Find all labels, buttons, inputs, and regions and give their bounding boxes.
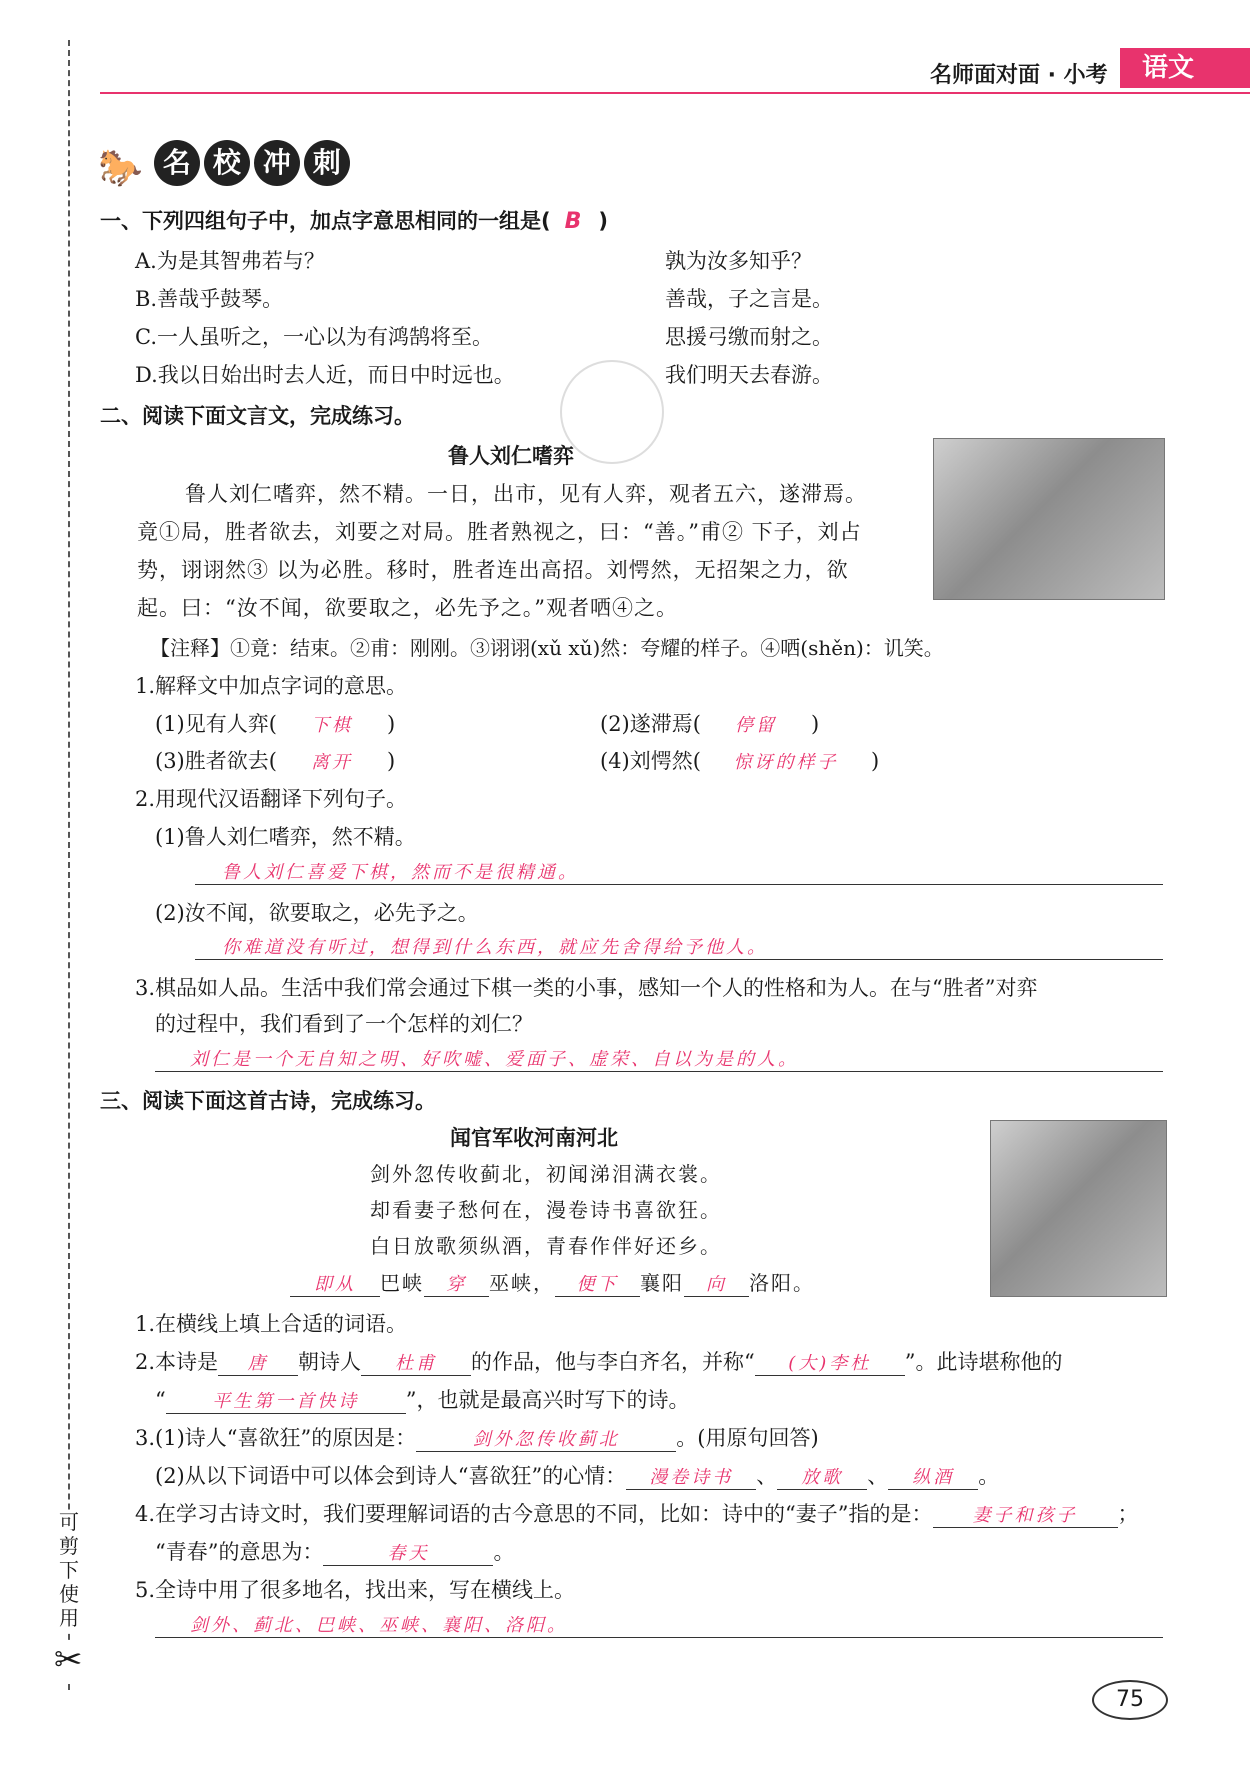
blank-answer: (大)李杜 bbox=[755, 1349, 905, 1376]
q1-option-c-right: 思援弓缴而射之。 bbox=[665, 325, 833, 349]
item-label: (4)刘愕然( bbox=[600, 749, 701, 773]
q1-option-d-right: 我们明天去春游。 bbox=[665, 363, 833, 387]
item-answer: 下棋 bbox=[310, 715, 353, 736]
blank-answer: 杜甫 bbox=[361, 1349, 471, 1376]
q1-title-text: 一、下列四组句子中，加点字意思相同的一组是( bbox=[100, 209, 551, 233]
header-rule bbox=[100, 92, 1250, 94]
q2-item-1 bbox=[155, 708, 395, 738]
text: 。 bbox=[978, 1464, 1000, 1488]
blank-answer: 春天 bbox=[323, 1539, 493, 1566]
q1-option-d-left: D.我以日始出时去人近，而日中时远也。 bbox=[135, 363, 515, 387]
q1-answer: B bbox=[564, 209, 585, 234]
text: (2)从以下词语中可以体会到诗人“喜欲狂”的心情： bbox=[155, 1464, 627, 1488]
subject-tab: 语文 bbox=[1120, 48, 1250, 88]
item-label: (3)胜者欲去( bbox=[155, 749, 277, 773]
blank-answer: 穿 bbox=[424, 1270, 489, 1297]
answer-line bbox=[155, 1637, 1163, 1638]
blank-answer: 放歌 bbox=[777, 1463, 867, 1490]
q1-option-c-left: C.一人虽听之，一心以为有鸿鹄将至。 bbox=[135, 325, 493, 349]
q3-p5: 5.全诗中用了很多地名，找出来，写在横线上。 bbox=[135, 1578, 576, 1602]
horse-icon: 🐎 bbox=[98, 147, 143, 189]
q2-s1: (1)鲁人刘仁嗜弈，然不精。 bbox=[155, 825, 416, 849]
blank-answer: 妻子和孩子 bbox=[933, 1501, 1118, 1528]
blank-answer: 即从 bbox=[290, 1270, 380, 1297]
text: 3.(1)诗人“喜欲狂”的原因是： bbox=[135, 1426, 417, 1450]
answer-line bbox=[155, 1071, 1163, 1072]
banner-char: 校 bbox=[204, 140, 250, 186]
text: 2.本诗是 bbox=[135, 1350, 219, 1374]
cut-line bbox=[68, 40, 70, 1690]
watermark-stamp bbox=[560, 360, 664, 464]
article-line-4: 起。曰：“汝不闻，欲要取之，必先予之。”观者哂④之。 bbox=[137, 596, 678, 620]
poem-text: 洛阳。 bbox=[749, 1271, 815, 1295]
poem-illustration bbox=[990, 1120, 1167, 1297]
q3-p3b bbox=[155, 1460, 999, 1490]
book-title: 名师面对面 · 小考 bbox=[930, 63, 1108, 88]
article-line-2: 竟①局，胜者欲去，刘要之对局。胜者熟视之，曰：“善。”甫② 下子，刘占 bbox=[137, 520, 862, 544]
item-close: ) bbox=[810, 712, 820, 736]
q2-sub3-line2: 的过程中，我们看到了一个怎样的刘仁？ bbox=[155, 1012, 533, 1036]
item-label: (2)遂滞焉( bbox=[600, 712, 701, 736]
item-close: ) bbox=[386, 749, 396, 773]
item-close: ) bbox=[870, 749, 880, 773]
q3-p4-line2 bbox=[155, 1536, 514, 1566]
q2-sub1: 1.解释文中加点字词的意思。 bbox=[135, 674, 408, 698]
q2-s2: (2)汝不闻，欲要取之，必先予之。 bbox=[155, 901, 479, 925]
q3-p3a bbox=[135, 1422, 819, 1452]
item-answer: 离开 bbox=[310, 752, 353, 773]
text: ”。此诗堪称他的 bbox=[904, 1350, 1063, 1374]
text: “ bbox=[155, 1388, 166, 1412]
chess-illustration bbox=[933, 438, 1165, 600]
blank-answer: 剑外忽传收蓟北 bbox=[416, 1425, 676, 1452]
q2-sub2: 2.用现代汉语翻译下列句子。 bbox=[135, 787, 408, 811]
banner-char: 冲 bbox=[254, 140, 300, 186]
poem-line-3: 白日放歌须纵酒，青春作伴好还乡。 bbox=[370, 1234, 722, 1258]
q3-title: 三、阅读下面这首古诗，完成练习。 bbox=[100, 1089, 436, 1113]
q1-option-a-right: 孰为汝多知乎？ bbox=[665, 249, 812, 273]
q1-option-b-left: B.善哉乎鼓琴。 bbox=[135, 287, 284, 311]
q1-close: ) bbox=[598, 209, 608, 233]
q3-p1: 1.在横线上填上合适的词语。 bbox=[135, 1312, 408, 1336]
article-line-3: 势，诩诩然③ 以为必胜。移时，胜者连出高招。刘愕然，无招架之力，欲 bbox=[137, 558, 849, 582]
item-close: ) bbox=[386, 712, 396, 736]
q3-p2-line2 bbox=[155, 1384, 690, 1414]
blank-answer: 向 bbox=[684, 1270, 749, 1297]
item-answer: 惊讶的样子 bbox=[733, 752, 839, 773]
poem-line-2: 却看妻子愁何在，漫卷诗书喜欲狂。 bbox=[370, 1198, 722, 1222]
answer-line bbox=[195, 884, 1163, 885]
poem-text: 襄阳 bbox=[640, 1271, 684, 1295]
text: 4.在学习古诗文时，我们要理解词语的古今意思的不同，比如：诗中的“妻子”指的是： bbox=[135, 1502, 933, 1526]
blank-answer: 漫卷诗书 bbox=[626, 1463, 756, 1490]
q2-item-2 bbox=[600, 708, 819, 738]
text: 朝诗人 bbox=[298, 1350, 362, 1374]
q3-p5-answer: 剑外、蓟北、巴峡、巫峡、襄阳、洛阳。 bbox=[190, 1615, 568, 1636]
q2-s1-answer: 鲁人刘仁喜爱下棋，然而不是很精通。 bbox=[222, 862, 579, 883]
q3-p4-line1 bbox=[135, 1498, 1139, 1528]
text: 、 bbox=[867, 1464, 889, 1488]
article-note: 【注释】①竟：结束。②甫：刚刚。③诩诩(xǔ xǔ)然：夸耀的样子。④哂(shěn)：讥笑。 bbox=[150, 636, 944, 660]
text: 、 bbox=[756, 1464, 778, 1488]
q3-p2-line1 bbox=[135, 1346, 1063, 1376]
poem-text: 巴峡 bbox=[380, 1271, 424, 1295]
blank-answer: 唐 bbox=[218, 1349, 298, 1376]
text: “青春”的意思为： bbox=[155, 1540, 324, 1564]
scissors-icon: ✂ bbox=[54, 1640, 83, 1680]
page-number: 75 bbox=[1092, 1680, 1168, 1720]
q2-sub3-line1: 3.棋品如人品。生活中我们常会通过下棋一类的小事，感知一个人的性格和为人。在与“胜者”对弈 bbox=[135, 976, 1038, 1000]
q2-item-4 bbox=[600, 745, 879, 775]
cut-hint: 可剪下使用 bbox=[56, 1510, 82, 1630]
blank-answer: 纵酒 bbox=[888, 1463, 978, 1490]
text: 的作品，他与李白齐名，并称“ bbox=[471, 1350, 755, 1374]
item-answer: 停留 bbox=[734, 715, 777, 736]
item-label: (1)见有人弈( bbox=[155, 712, 277, 736]
blank-answer: 平生第一首快诗 bbox=[166, 1387, 406, 1414]
q2-title: 二、阅读下面文言文，完成练习。 bbox=[100, 404, 415, 428]
text: ”，也就是最高兴时写下的诗。 bbox=[405, 1388, 690, 1412]
q2-item-3 bbox=[155, 745, 395, 775]
q2-s2-answer: 你难道没有听过，想得到什么东西，就应先舍得给予他人。 bbox=[222, 937, 768, 958]
poem-text: 巫峡， bbox=[489, 1271, 555, 1295]
q1-title bbox=[100, 205, 608, 235]
poem-line-1: 剑外忽传收蓟北，初闻涕泪满衣裳。 bbox=[370, 1162, 722, 1186]
poem-line-4 bbox=[290, 1267, 815, 1297]
blank-answer: 便下 bbox=[555, 1270, 640, 1297]
q2-sub3-answer: 刘仁是一个无自知之明、好吹嘘、爱面子、虚荣、自以为是的人。 bbox=[190, 1049, 799, 1070]
text: ； bbox=[1117, 1502, 1139, 1526]
poem-title: 闻官军收河南河北 bbox=[450, 1126, 618, 1150]
answer-line bbox=[195, 959, 1163, 960]
section-banner bbox=[98, 140, 354, 189]
banner-char: 刺 bbox=[304, 140, 350, 186]
text: 。 bbox=[493, 1540, 515, 1564]
banner-char: 名 bbox=[154, 140, 200, 186]
text: 。(用原句回答) bbox=[676, 1426, 819, 1450]
article-line-1: 鲁人刘仁嗜弈，然不精。一日，出市，见有人弈，观者五六，遂滞焉。 bbox=[185, 482, 867, 506]
q1-option-b-right: 善哉，子之言是。 bbox=[665, 287, 833, 311]
article-title: 鲁人刘仁嗜弈 bbox=[448, 444, 574, 468]
q1-option-a-left: A.为是其智弗若与？ bbox=[135, 249, 325, 273]
